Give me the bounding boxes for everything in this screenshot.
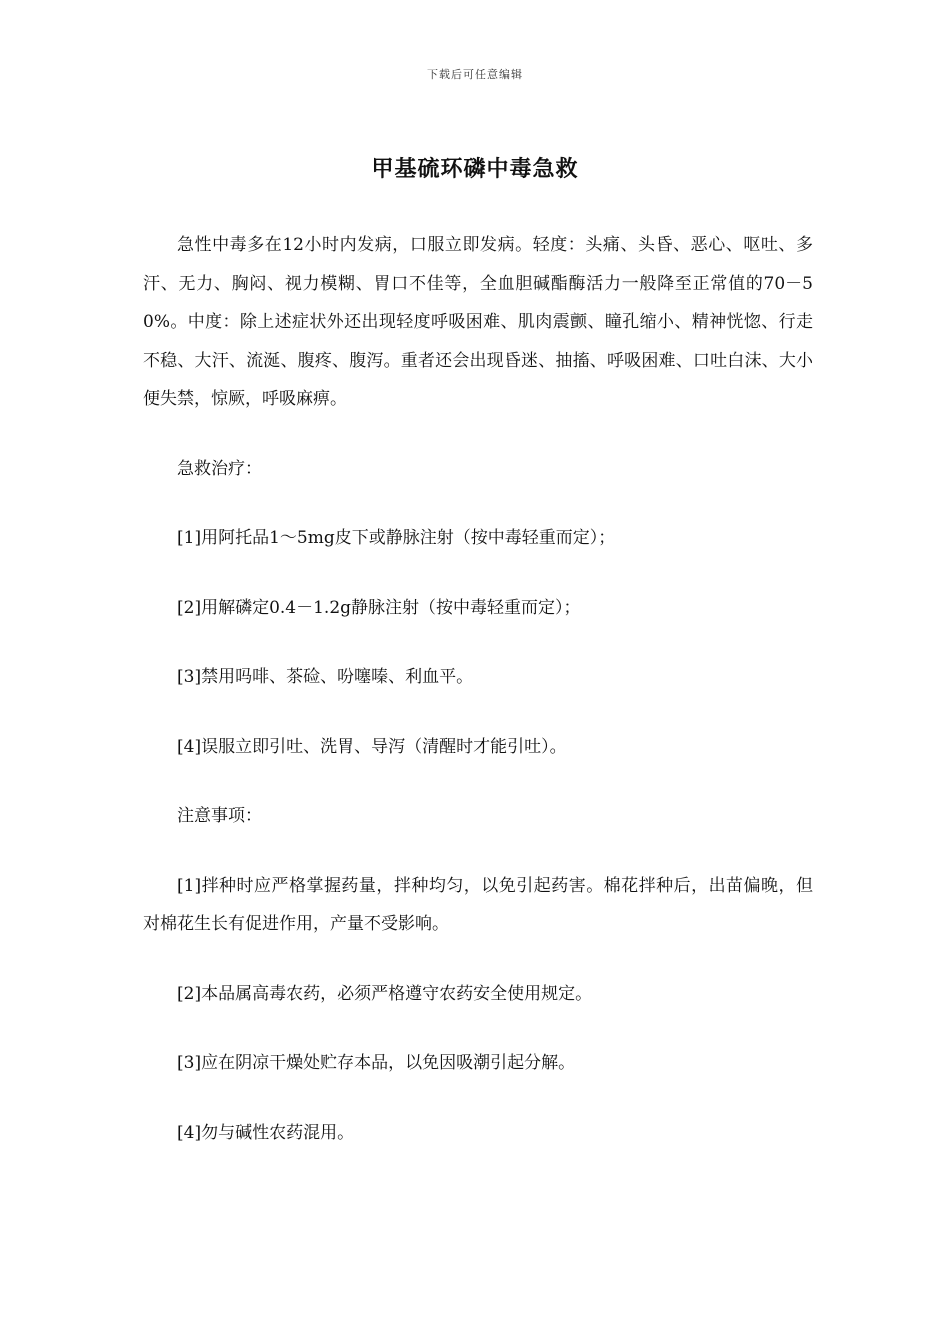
document-body xyxy=(143,226,813,1152)
treatment-item-2: [2]用解磷定0.4－1.2g静脉注射（按中毒轻重而定）； xyxy=(177,597,581,618)
treatment-item-1: [1]用阿托品1～5mg皮下或静脉注射（按中毒轻重而定）； xyxy=(177,528,616,548)
precaution-item-3: [3]应在阴凉干燥处贮存本品，以免因吸潮引起分解。 xyxy=(177,1053,576,1073)
precautions-heading: 注意事项： xyxy=(177,806,262,826)
header-note: 下载后可任意编辑 xyxy=(427,68,523,81)
treatment-heading: 急救治疗： xyxy=(177,458,262,479)
precaution-item-2: [2]本品属高毒农药，必须严格遵守农药安全使用规定。 xyxy=(177,983,593,1004)
precaution-item-1: [1]拌种时应严格掌握药量，拌种均匀，以免引起药害。棉花拌种后，出苗偏晚，但对棉花生长有促进作用，产量不受影响。 xyxy=(143,875,813,934)
document-title: 甲基硫环磷中毒急救 xyxy=(371,157,579,182)
precaution-item-4: [4]勿与碱性农药混用。 xyxy=(177,1122,355,1143)
intro-paragraph: 急性中毒多在12小时内发病，口服立即发病。轻度：头痛、头昏、恶心、呕吐、多汗、无力、胸闷、视力模糊、胃口不佳等，全血胆碱酯酶活力一般降至正常值的70－50%。中度：除上述症状外还出现轻度呼吸困难、肌肉震颤、瞳孔缩小、精神恍惚、行走不稳、大汗、流涎、腹疼、腹泻。重者还会出现昏迷、抽搐、呼吸困难、口吐白沫、大小便失禁，惊厥，呼吸麻痹。 xyxy=(143,235,813,409)
treatment-item-4: [4]误服立即引吐、洗胃、导泻（清醒时才能引吐）。 xyxy=(177,736,567,757)
treatment-item-3: [3]禁用吗啡、茶硷、吩噻嗪、利血平。 xyxy=(177,667,474,687)
